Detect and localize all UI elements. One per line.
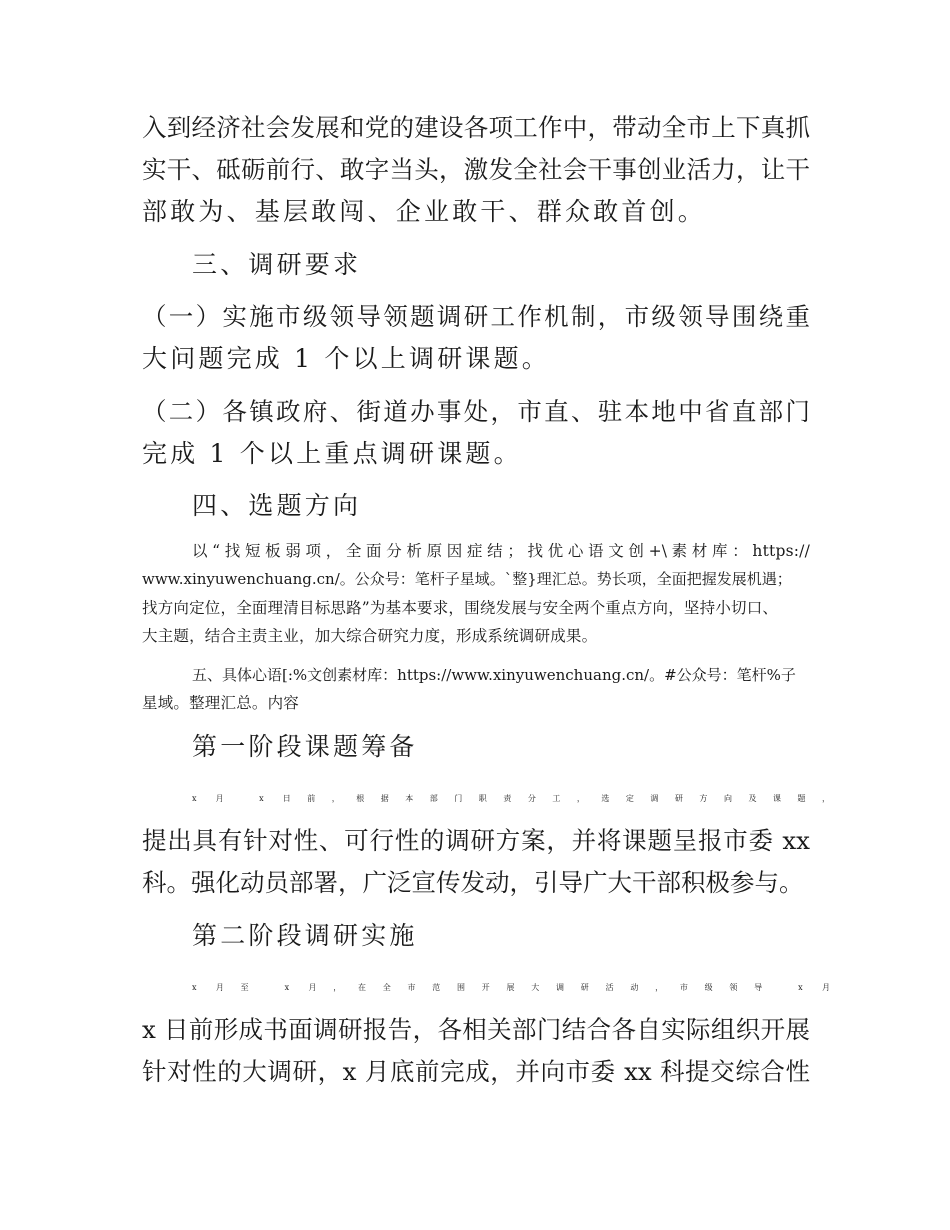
paragraph-line: （一）实施市级领导领题调研工作机制，市级领导围绕重 bbox=[142, 302, 810, 331]
paragraph-line: x 月 x 日前，根据本部门职责分工，选定调研方向及课题， bbox=[192, 794, 830, 803]
section-heading: 第一阶段课题筹备 bbox=[192, 732, 418, 761]
section-heading: 第二阶段调研实施 bbox=[192, 921, 418, 950]
paragraph-line: 提出具有针对性、可行性的调研方案，并将课题呈报市委 xx bbox=[142, 826, 810, 855]
paragraph-line: 部敢为、基层敢闯、企业敢干、群众敢首创。 bbox=[142, 197, 707, 226]
paragraph-line: 入到经济社会发展和党的建设各项工作中，带动全市上下真抓 bbox=[142, 113, 810, 142]
paragraph-line: 大问题完成 1 个以上调研课题。 bbox=[142, 344, 551, 373]
section-heading: 三、调研要求 bbox=[192, 250, 362, 279]
small-text-line: 找方向定位，全面理清目标思路”为基本要求，围绕发展与安全两个重点方向，坚持小切口、 bbox=[142, 599, 779, 617]
paragraph-line: （二）各镇政府、街道办事处，市直、驻本地中省直部门 bbox=[142, 397, 810, 426]
paragraph-line: 实干、砥砺前行、敢字当头，激发全社会干事创业活力，让干 bbox=[142, 155, 810, 184]
small-text-line: 大主题，结合主责主业，加大综合研究力度，形成系统调研成果。 bbox=[142, 627, 598, 645]
paragraph-line: x 月至 x 月，在全市范围开展大调研活动，市级领导 x 月 bbox=[192, 983, 830, 992]
paragraph-line: 完成 1 个以上重点调研课题。 bbox=[142, 439, 522, 468]
paragraph-line: x 日前形成书面调研报告，各相关部门结合各自实际组织开展 bbox=[142, 1015, 810, 1044]
small-text-line: www.xinyuwenchuang.cn/。公众号：笔杆子星域。`整}理汇总。势长项，全面把握发展机遇； bbox=[142, 570, 792, 588]
small-text-line: 星域。整理汇总。内容 bbox=[142, 694, 300, 712]
paragraph-line: 针对性的大调研，x 月底前完成，并向市委 xx 科提交综合性 bbox=[142, 1057, 810, 1086]
section-heading: 四、选题方向 bbox=[192, 491, 362, 520]
paragraph-line: 科。强化动员部署，广泛宣传发动，引导广大干部积极参与。 bbox=[142, 868, 804, 897]
small-text-line: 五、具体心语[:%文创素材库：https://www.xinyuwenchuang.cn/。#公众号：笔杆%子 bbox=[192, 666, 796, 684]
small-text-line: 以“找短板弱项，全面分析原因症结；找优心语文创+\素材库：https:// bbox=[192, 542, 810, 560]
